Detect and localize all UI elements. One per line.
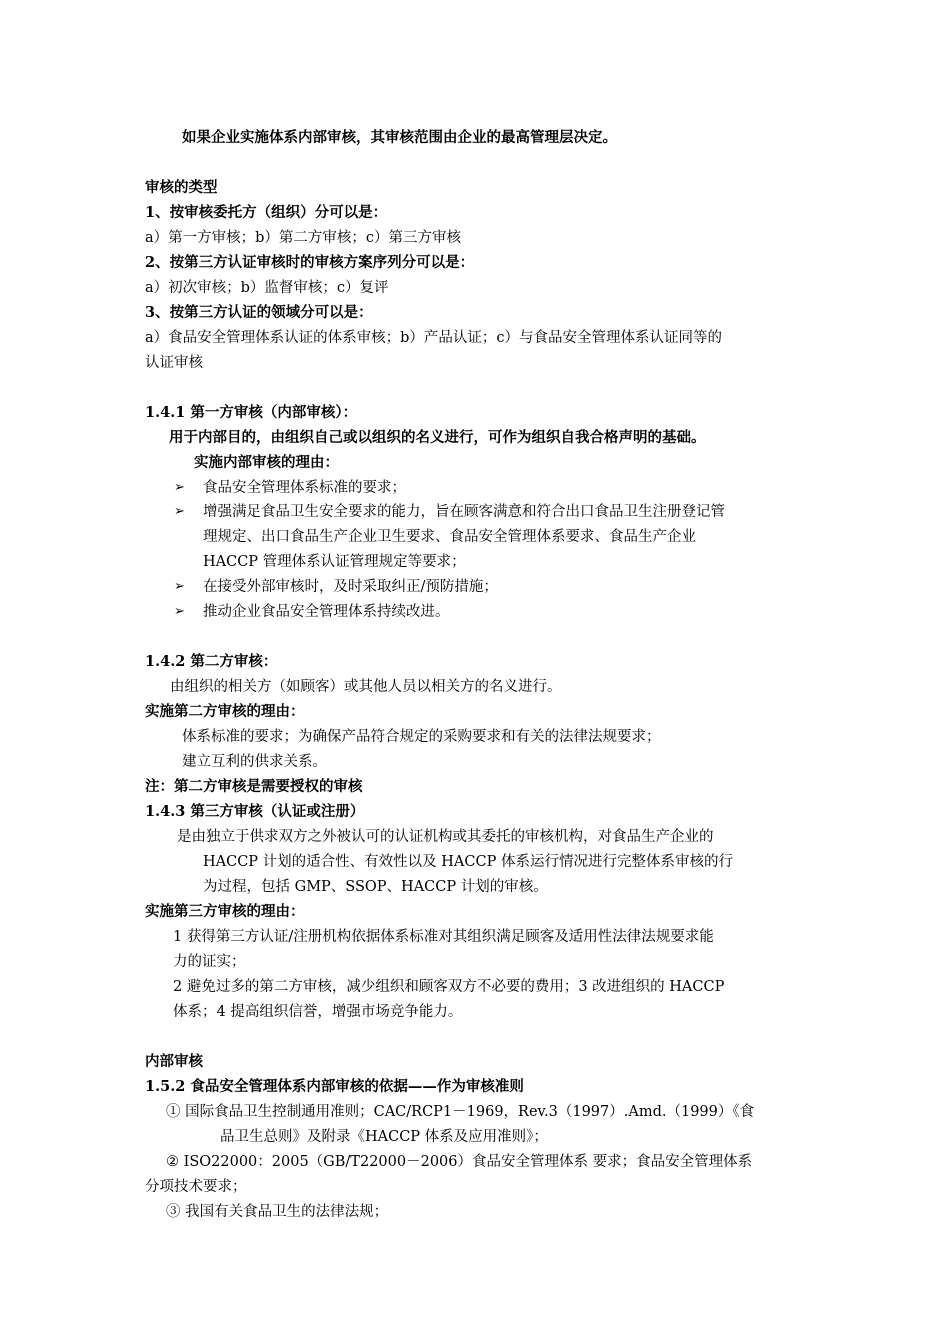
section-143-heading: 1.4.3 第三方审核（认证或注册） (145, 803, 365, 820)
types-item-3-text-line2: 认证审核 (145, 355, 203, 371)
section-143-reason-2-line1: 2 避免过多的第二方审核，减少组织和顾客双方不必要的费用；3 改进组织的 HACCP (173, 979, 725, 995)
section-143-reason-1-line1: 1 获得第三方认证/注册机构依据体系标准对其组织满足顾客及适用性法律法规要求能 (173, 929, 714, 945)
section-141-purpose: 用于内部目的，由组织自己或以组织的名义进行，可作为组织自我合格声明的基础。 (169, 429, 706, 446)
section-152-item-2-line2: 分项技术要求； (145, 1179, 247, 1195)
section-143-desc-line2: HACCP 计划的适合性、有效性以及 HACCP 体系运行情况进行完整体系审核的行 (203, 854, 733, 870)
section-143-reason-1-line2: 力的证实； (173, 954, 246, 970)
section-143-desc-line3: 为过程，包括 GMP、SSOP、HACCP 计划的审核。 (203, 879, 548, 895)
section-141-bullet-1: 食品安全管理体系标准的要求； (203, 480, 406, 496)
section-143-desc-line1: 是由独立于供求双方之外被认可的认证机构或其委托的审核机构，对食品生产企业的 (177, 829, 714, 845)
section-152-item-2-line1: ② ISO22000：2005（GB/T22000－2006）食品安全管理体系 要求；食品安全管理体系 (166, 1154, 753, 1170)
section-152-item-1-line2: 品卫生总则》及附录《HACCP 体系及应用准则》； (220, 1129, 548, 1145)
section-142-reason-heading: 实施第二方审核的理由： (145, 703, 305, 720)
section-141-heading: 1.4.1 第一方审核（内部审核）： (145, 404, 358, 421)
arrow-bullet-icon: ➢ (174, 579, 185, 594)
types-item-1-title: 1、按审核委托方（组织）分可以是： (145, 204, 388, 221)
section-142-reason-2: 建立互利的供求关系。 (182, 754, 327, 770)
section-141-reason-heading: 实施内部审核的理由： (194, 454, 339, 471)
arrow-bullet-icon: ➢ (174, 604, 185, 619)
types-item-3-text-line1: a）食品安全管理体系认证的体系审核；b）产品认证；c）与食品安全管理体系认证同等的 (145, 330, 723, 346)
section-142-desc: 由组织的相关方（如顾客）或其他人员以相关方的名义进行。 (170, 679, 562, 695)
section-141-bullet-3: 在接受外部审核时，及时采取纠正/预防措施； (203, 579, 498, 595)
types-heading: 审核的类型 (145, 179, 218, 196)
section-152-item-1-line1: ① 国际食品卫生控制通用准则；CAC/RCP1－1969，Rev.3（1997）.Amd.（1999）《食 (166, 1104, 755, 1120)
section-143-reason-2-line2: 体系；4 提高组织信誉，增强市场竞争能力。 (173, 1004, 463, 1020)
section-141-bullet-2-line1: 增强满足食品卫生安全要求的能力，旨在顾客满意和符合出口食品卫生注册登记管 (203, 504, 725, 520)
section-143-reason-heading: 实施第三方审核的理由： (145, 903, 305, 920)
section-142-note: 注：第二方审核是需要授权的审核 (145, 778, 363, 795)
section-141-bullet-4: 推动企业食品安全管理体系持续改进。 (203, 604, 450, 620)
types-item-2-title: 2、按第三方认证审核时的审核方案序列分可以是： (145, 254, 475, 271)
section-142-heading: 1.4.2 第二方审核： (145, 653, 278, 670)
section-141-bullet-2-line2: 理规定、出口食品生产企业卫生要求、食品安全管理体系要求、食品生产企业 (203, 529, 696, 545)
types-item-3-title: 3、按第三方认证的领域分可以是： (145, 304, 373, 321)
section-152-heading: 1.5.2 食品安全管理体系内部审核的依据——作为审核准则 (145, 1078, 524, 1095)
section-141-bullet-2-line3: HACCP 管理体系认证管理规定等要求； (203, 554, 466, 570)
arrow-bullet-icon: ➢ (174, 480, 185, 495)
types-item-1-text: a）第一方审核；b）第二方审核；c）第三方审核 (145, 230, 462, 246)
arrow-bullet-icon: ➢ (174, 504, 185, 519)
intro-text: 如果企业实施体系内部审核，其审核范围由企业的最高管理层决定。 (182, 129, 617, 146)
internal-audit-heading: 内部审核 (145, 1053, 203, 1070)
types-item-2-text: a）初次审核；b）监督审核；c）复评 (145, 280, 389, 296)
section-152-item-3: ③ 我国有关食品卫生的法律法规； (166, 1204, 389, 1220)
section-142-reason-1: 体系标准的要求；为确保产品符合规定的采购要求和有关的法律法规要求； (182, 729, 661, 745)
